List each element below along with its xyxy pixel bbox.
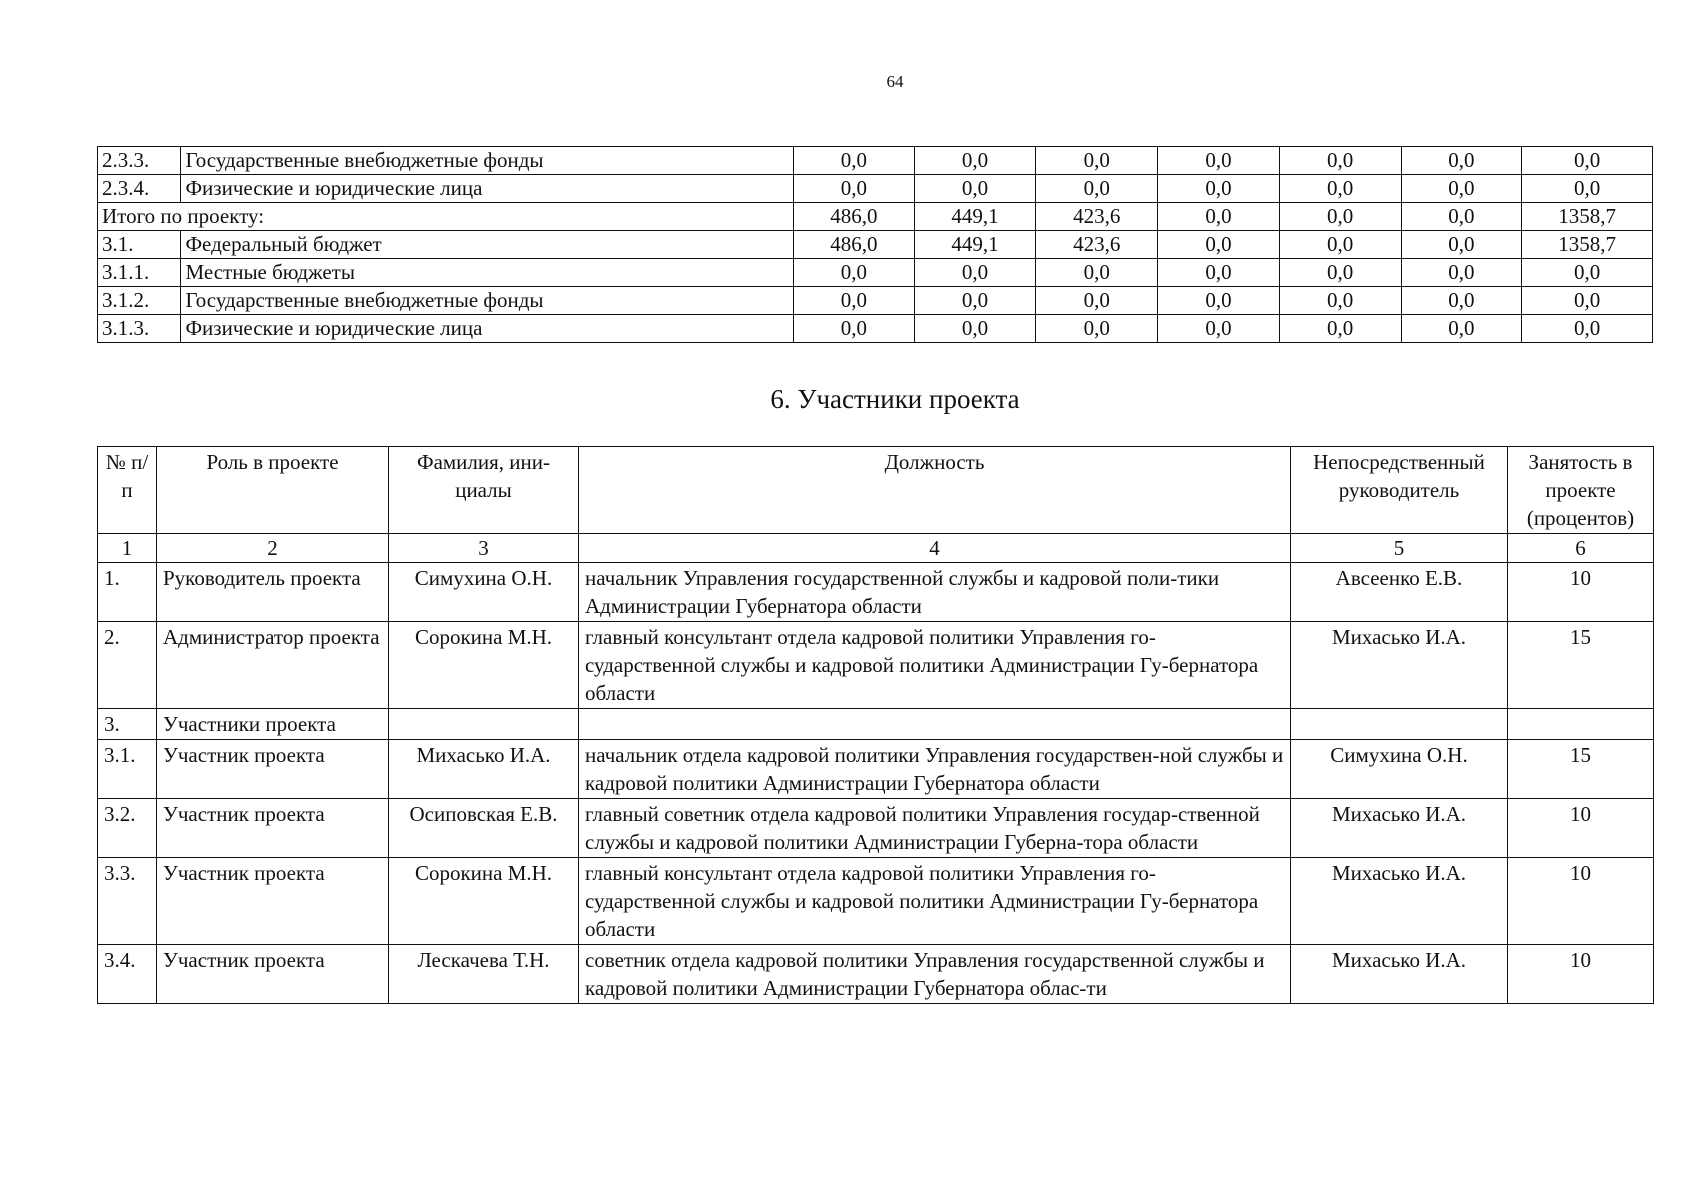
- participant-name: Сорокина М.Н.: [389, 858, 579, 945]
- participants-header-row: [98, 447, 1654, 534]
- participant-load: 15: [1508, 740, 1654, 799]
- participant-manager: Михасько И.А.: [1291, 858, 1508, 945]
- budget-value: 0,0: [1158, 315, 1280, 343]
- budget-value: 0,0: [1158, 287, 1280, 315]
- budget-row: [98, 315, 1653, 343]
- participant-name: Осиповская Е.В.: [389, 799, 579, 858]
- participant-name: Михасько И.А.: [389, 740, 579, 799]
- column-index: 2: [157, 534, 389, 563]
- budget-value: 1358,7: [1522, 203, 1653, 231]
- participant-manager: Михасько И.А.: [1291, 622, 1508, 709]
- budget-row-name: Федеральный бюджет: [181, 231, 794, 259]
- participant-row: [98, 622, 1654, 709]
- participant-name: [389, 709, 579, 740]
- participant-role: Участник проекта: [157, 858, 389, 945]
- participant-position: начальник отдела кадровой политики Управления государствен-ной службы и кадровой политики Администрации Губернатора области: [579, 740, 1291, 799]
- budget-value: 0,0: [794, 175, 915, 203]
- budget-value: 423,6: [1036, 203, 1158, 231]
- budget-value: 486,0: [794, 231, 915, 259]
- budget-value: 449,1: [914, 203, 1036, 231]
- participant-name: Сорокина М.Н.: [389, 622, 579, 709]
- budget-value: 0,0: [1279, 175, 1401, 203]
- budget-value: 0,0: [794, 259, 915, 287]
- participants-table-body: [98, 563, 1654, 1004]
- budget-value: 0,0: [1522, 175, 1653, 203]
- budget-table: [97, 146, 1653, 343]
- budget-row-name: Государственные внебюджетные фонды: [181, 287, 794, 315]
- page-number: 64: [886, 72, 904, 91]
- participant-row: [98, 709, 1654, 740]
- budget-row-name: Государственные внебюджетные фонды: [181, 147, 794, 175]
- column-index: 3: [389, 534, 579, 563]
- budget-value: 0,0: [1036, 147, 1158, 175]
- budget-value: 0,0: [794, 287, 915, 315]
- participant-manager: Михасько И.А.: [1291, 945, 1508, 1004]
- budget-row-label: Итого по проекту:: [98, 203, 794, 231]
- budget-value: 0,0: [1036, 315, 1158, 343]
- budget-value: 0,0: [1401, 203, 1522, 231]
- participants-table: [97, 446, 1654, 1004]
- column-index: 1: [98, 534, 157, 563]
- budget-row: [98, 203, 1653, 231]
- budget-row: [98, 231, 1653, 259]
- budget-value: 0,0: [1279, 315, 1401, 343]
- header-role: Роль в проекте: [157, 447, 389, 534]
- budget-value: 0,0: [1522, 147, 1653, 175]
- budget-value: 0,0: [1036, 259, 1158, 287]
- participant-manager: [1291, 709, 1508, 740]
- budget-value: 0,0: [1401, 147, 1522, 175]
- participant-position: главный консультант отдела кадровой политики Управления го-сударственной службы и кадровой политики Администрации Гу-бернатора области: [579, 858, 1291, 945]
- participant-role: Руководитель проекта: [157, 563, 389, 622]
- participant-number: 2.: [98, 622, 157, 709]
- budget-value: 0,0: [1401, 175, 1522, 203]
- budget-value: 0,0: [1158, 203, 1280, 231]
- column-index-row: [98, 534, 1654, 563]
- budget-row-code: 2.3.3.: [98, 147, 181, 175]
- budget-value: 0,0: [1158, 175, 1280, 203]
- participant-load: 15: [1508, 622, 1654, 709]
- participant-manager: Авсеенко Е.В.: [1291, 563, 1508, 622]
- budget-value: 0,0: [914, 287, 1036, 315]
- budget-row: [98, 287, 1653, 315]
- budget-value: 0,0: [794, 315, 915, 343]
- participant-load: 10: [1508, 799, 1654, 858]
- budget-value: 423,6: [1036, 231, 1158, 259]
- budget-value: 0,0: [1401, 287, 1522, 315]
- participant-load: 10: [1508, 945, 1654, 1004]
- budget-value: 0,0: [1158, 259, 1280, 287]
- budget-row: [98, 175, 1653, 203]
- budget-row-code: 3.1.: [98, 231, 181, 259]
- budget-value: 0,0: [914, 147, 1036, 175]
- participant-number: 3.4.: [98, 945, 157, 1004]
- participant-number: 3.: [98, 709, 157, 740]
- budget-value: 0,0: [1279, 147, 1401, 175]
- participant-row: [98, 945, 1654, 1004]
- participant-role: Участник проекта: [157, 740, 389, 799]
- budget-value: 0,0: [1522, 287, 1653, 315]
- budget-value: 0,0: [914, 175, 1036, 203]
- participant-position: [579, 709, 1291, 740]
- budget-value: 0,0: [1401, 259, 1522, 287]
- budget-value: 449,1: [914, 231, 1036, 259]
- participant-manager: Симухина О.Н.: [1291, 740, 1508, 799]
- participant-manager: Михасько И.А.: [1291, 799, 1508, 858]
- budget-value: 0,0: [1279, 203, 1401, 231]
- budget-row-name: Физические и юридические лица: [181, 175, 794, 203]
- participant-position: начальник Управления государственной службы и кадровой поли-тики Администрации Губернатора области: [579, 563, 1291, 622]
- participant-number: 3.3.: [98, 858, 157, 945]
- participant-role: Участник проекта: [157, 799, 389, 858]
- budget-value: 486,0: [794, 203, 915, 231]
- participant-row: [98, 740, 1654, 799]
- budget-value: 0,0: [1158, 231, 1280, 259]
- budget-value: 0,0: [1279, 259, 1401, 287]
- header-manager: Непосредственный руководитель: [1291, 447, 1508, 534]
- participant-load: [1508, 709, 1654, 740]
- budget-value: 0,0: [1279, 231, 1401, 259]
- participant-role: Участник проекта: [157, 945, 389, 1004]
- participant-position: главный советник отдела кадровой политики Управления государ-ственной службы и кадровой политики Администрации Губерна-тора области: [579, 799, 1291, 858]
- participant-row: [98, 799, 1654, 858]
- participant-load: 10: [1508, 563, 1654, 622]
- budget-value: 0,0: [1522, 259, 1653, 287]
- participant-number: 3.2.: [98, 799, 157, 858]
- budget-value: 0,0: [1279, 287, 1401, 315]
- budget-value: 0,0: [1036, 175, 1158, 203]
- participant-row: [98, 858, 1654, 945]
- budget-value: 0,0: [914, 259, 1036, 287]
- participant-role: Администратор проекта: [157, 622, 389, 709]
- budget-value: 0,0: [1401, 231, 1522, 259]
- budget-row-code: 2.3.4.: [98, 175, 181, 203]
- budget-value: 0,0: [914, 315, 1036, 343]
- budget-row: [98, 259, 1653, 287]
- section-title: 6. Участники проекта: [770, 384, 1020, 414]
- participant-load: 10: [1508, 858, 1654, 945]
- budget-value: 1358,7: [1522, 231, 1653, 259]
- budget-row: [98, 147, 1653, 175]
- budget-value: 0,0: [1036, 287, 1158, 315]
- participant-name: Лескачева Т.Н.: [389, 945, 579, 1004]
- budget-value: 0,0: [1158, 147, 1280, 175]
- budget-row-code: 3.1.1.: [98, 259, 181, 287]
- participant-number: 1.: [98, 563, 157, 622]
- budget-value: 0,0: [1401, 315, 1522, 343]
- budget-row-code: 3.1.3.: [98, 315, 181, 343]
- participant-position: советник отдела кадровой политики Управления государственной службы и кадровой политики Администрации Губернатора облас-ти: [579, 945, 1291, 1004]
- participant-name: Симухина О.Н.: [389, 563, 579, 622]
- budget-row-name: Местные бюджеты: [181, 259, 794, 287]
- budget-value: 0,0: [1522, 315, 1653, 343]
- budget-row-code: 3.1.2.: [98, 287, 181, 315]
- participant-role: Участники проекта: [157, 709, 389, 740]
- budget-row-name: Физические и юридические лица: [181, 315, 794, 343]
- header-load: Занятость в проекте (процентов): [1508, 447, 1654, 534]
- column-index: 6: [1508, 534, 1654, 563]
- header-position: Должность: [579, 447, 1291, 534]
- participant-number: 3.1.: [98, 740, 157, 799]
- budget-value: 0,0: [794, 147, 915, 175]
- column-index: 5: [1291, 534, 1508, 563]
- header-number: № п/п: [98, 447, 157, 534]
- header-name: Фамилия, ини-циалы: [389, 447, 579, 534]
- column-index: 4: [579, 534, 1291, 563]
- participant-position: главный консультант отдела кадровой политики Управления го-сударственной службы и кадровой политики Администрации Гу-бернатора области: [579, 622, 1291, 709]
- budget-table-body: [98, 147, 1653, 343]
- participant-row: [98, 563, 1654, 622]
